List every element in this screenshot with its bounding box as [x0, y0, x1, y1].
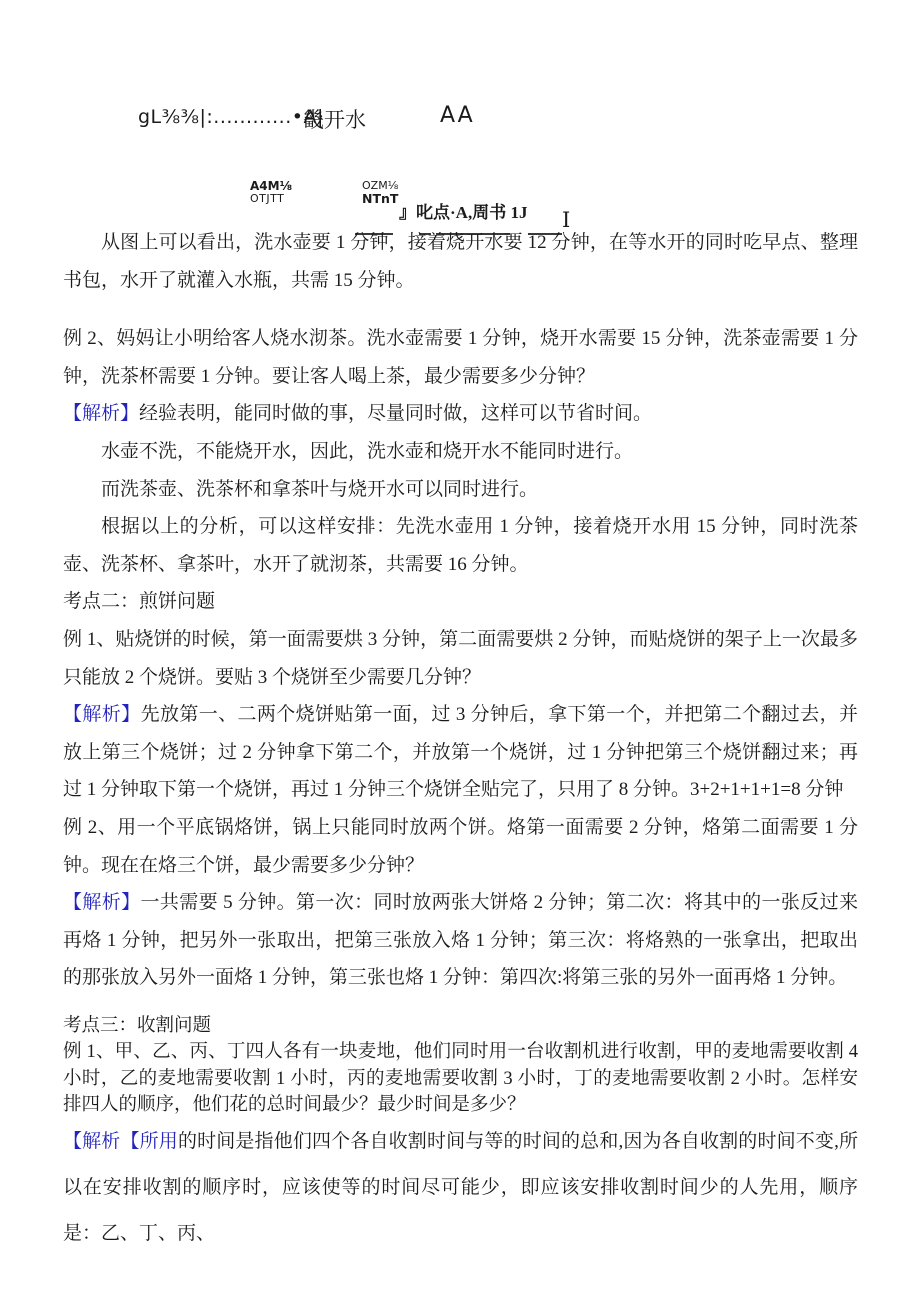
analysis-tag: 【解析】: [63, 403, 140, 425]
paragraph-analysis-harvest: 【解析【所用的时间是指他们四个各自收割时间与等的时间的总和,因为各自收割的时间不变,所以在安排收割的顺序时，应该使等的时间尽可能少，即应该安排收割时间少的人先用，顺序是：乙、丁、丙、: [63, 1130, 858, 1244]
document-body: [63, 224, 858, 1257]
scan-artifact-text: gL⅜⅜|:............•A|: [138, 106, 324, 128]
cursor-mark: I: [562, 208, 571, 232]
paragraph-conclusion-boil-water: 从图上可以看出，洗水壶要 1 分钟，接着烧开水要 12 分钟，在等水开的同时吃早点、整理书包，水开了就灌入水瓶，共需 15 分钟。: [63, 232, 858, 291]
scan-label-top-left: A4M⅛: [250, 179, 292, 193]
section-heading-pancake: 考点二：煎饼问题: [63, 591, 216, 613]
scan-label-bottom-left: OTJTT: [250, 192, 285, 205]
paragraph-example1-harvest: 例 1、甲、乙、丙、丁四人各有一块麦地，他们同时用一台收割机进行收割，甲的麦地需要收割 4 小时，乙的麦地需要收割 1 小时，丙的麦地需要收割 3 小时，丁的麦地需要收割 2 小时。怎样安排四人的顺序，他们花的总时间最少？最少时间是多少？: [63, 1042, 858, 1116]
scan-caption-text: 』叱点·A,周书 1J: [399, 203, 528, 222]
paragraph-example2-pancake: 例 2、用一个平底锅烙饼，锅上只能同时放两个饼。烙第一面需要 2 分钟，烙第二面需要 1 分钟。现在在烙三个饼，最少需要多少分钟？: [63, 816, 858, 876]
paragraph-analysis-tea-line3: 而洗茶壶、洗茶杯和拿茶叶与烧开水可以同时进行。: [101, 478, 539, 500]
boil-water-label: 畿开水: [303, 108, 366, 132]
paragraph-analysis-tea-line2: 水壶不洗，不能烧开水，因此，洗水壶和烧开水不能同时进行。: [101, 440, 634, 462]
scan-label-top-right: OZM⅛: [362, 179, 399, 192]
paragraph-analysis-pancake1: 【解析】先放第一、二两个烧饼贴第一面，过 3 分钟后，拿下第一个，并把第二个翻过去，并放上第三个烧饼；过 2 分钟拿下第二个，并放第一个烧饼，过 1 分钟把第三个烧饼翻过来；再过 1 分钟取下第一个烧饼，再过 1 分钟三个烧饼全贴完了，只用了 8 分钟。3+2+1+1+1=8 分钟: [63, 704, 858, 801]
analysis-tag: 【解析【所用: [63, 1130, 178, 1152]
analysis-tag: 【解析】: [63, 704, 141, 726]
paragraph-analysis-pancake2: 【解析】一共需要 5 分钟。第一次：同时放两张大饼烙 2 分钟；第二次：将其中的一张反过来再烙 1 分钟，把另外一张取出，把第三张放入烙 1 分钟；第三次：将烙熟的一张拿出，把取出的那张放入另外一面烙 1 分钟，第三张也烙 1 分钟：第四次:将第三张的另外一面再烙 1 分钟。: [63, 892, 858, 989]
paragraph-analysis-tea-conclusion: 根据以上的分析，可以这样安排：先洗水壶用 1 分钟，接着烧开水用 15 分钟，同时洗茶壶、洗茶杯、拿茶叶，水开了就沏茶，共需要 16 分钟。: [63, 516, 858, 575]
paragraph-example1-pancake: 例 1、贴烧饼的时候，第一面需要烘 3 分钟，第二面需要烘 2 分钟，而贴烧饼的架子上一次最多只能放 2 个烧饼。要贴 3 个烧饼至少需要几分钟？: [63, 628, 858, 688]
scan-artifact-text: AA: [440, 103, 475, 128]
paragraph-analysis-tea: 【解析】经验表明，能同时做的事，尽量同时做，这样可以节省时间。: [63, 403, 653, 425]
analysis-tag: 【解析】: [63, 892, 141, 914]
paragraph-example2-tea: 例 2、妈妈让小明给客人烧水沏茶。洗水壶需要 1 分钟，烧开水需要 15 分钟，洗茶壶需要 1 分钟，洗茶杯需要 1 分钟。要让客人喝上茶，最少需要多少分钟？: [63, 328, 858, 387]
scan-label-bottom-right: NTnT: [362, 191, 399, 206]
section-heading-harvest: 考点三：收割问题: [63, 1015, 212, 1036]
